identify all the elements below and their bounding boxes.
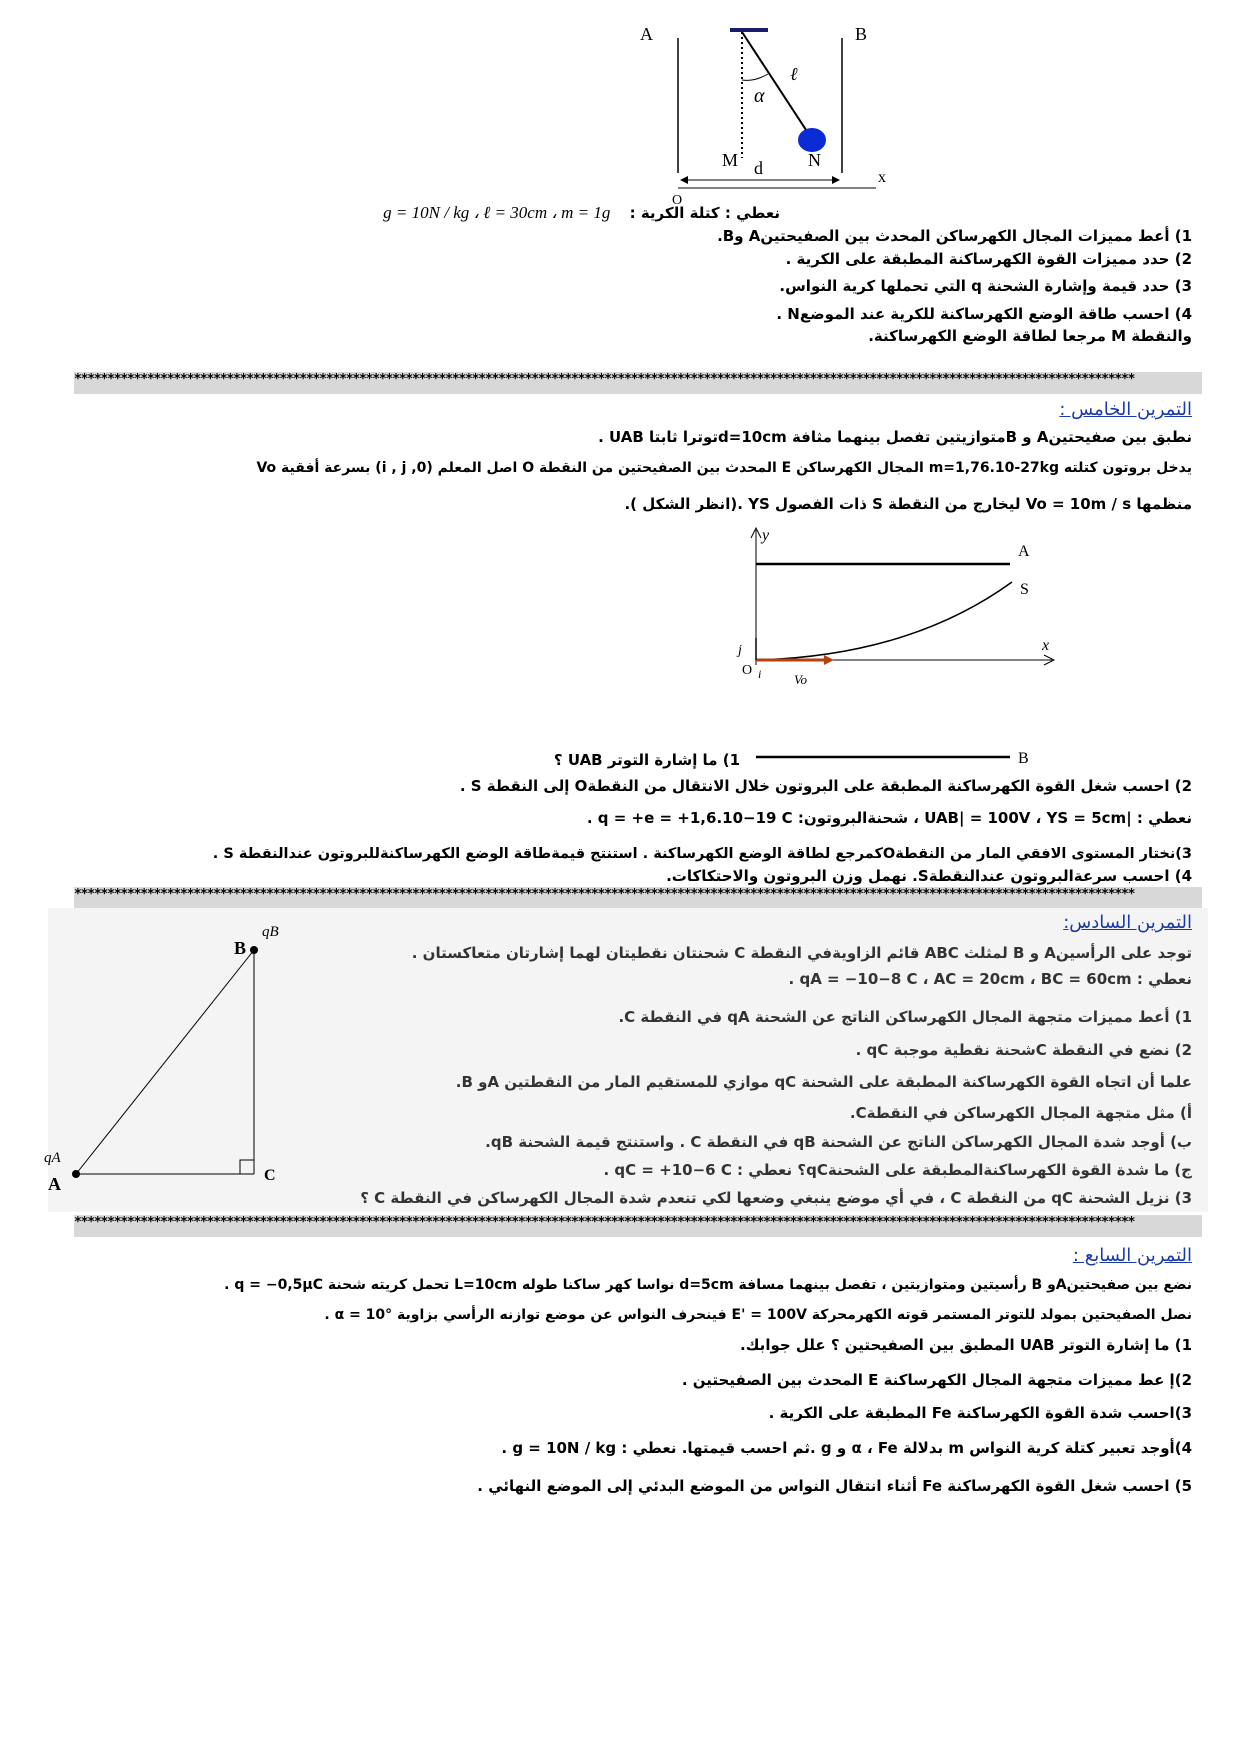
ex5-question-2: 2) احسب شغل القوة الكهرساكنة المطبقة على البروتون خلال الانتقال من النقطةO إلى النقطة S . <box>459 777 1192 795</box>
ex6-given: نعطي : qA = −10−8 C ، AC = 20cm ، BC = 60cm . <box>788 970 1192 988</box>
hypotenuse-ab <box>76 950 254 1174</box>
plate-a-label: A <box>1018 543 1030 560</box>
ex5-given: نعطي : |UAB| = 100V ، YS = 5cm ، شحنةالبروتون: q = +e = +1,6.10−19 C . <box>586 809 1192 827</box>
ex6-question-1: 1) أعط مميزات متجهة المجال الكهرساكن الناتج عن الشحنة qA في النقطة C. <box>618 1008 1192 1026</box>
ex6-question-2c: أ) مثل متجهة المجال الكهرساكن في النقطةC. <box>849 1104 1192 1122</box>
origin-label: O <box>742 663 753 678</box>
separator-1: **************************************************************************************************************************************************************** <box>74 372 1202 394</box>
arrow-head-right <box>832 176 840 184</box>
separator-3: **************************************************************************************************************************************************************** <box>74 1215 1202 1237</box>
angle-arc <box>742 74 768 80</box>
plate-b-label: B <box>855 24 868 44</box>
arrow-head-left <box>680 176 688 184</box>
length-label: ℓ <box>790 64 798 84</box>
ex6-title: التمرين السادس: <box>1063 912 1192 933</box>
point-b <box>250 946 258 954</box>
y-axis-label: y <box>762 527 770 544</box>
ex7-title: التمرين السابع : <box>1072 1245 1192 1266</box>
ex7-question-1: 1) ما إشارة التوتر UAB المطبق بين الصفيحتين ؟ علل جوابك. <box>740 1336 1192 1354</box>
right-angle-mark <box>240 1160 254 1174</box>
point-a <box>72 1170 80 1178</box>
ex5-title: التمرين الخامس : <box>1059 399 1192 420</box>
ex4-question-4: 4) احسب طاقة الوضع الكهرساكنة للكرية عند الموضعN . <box>776 305 1192 323</box>
triangle-figure <box>40 910 340 1200</box>
ex5-question-4: 4) احسب سرعةالبروتون عندالنقطةS. نهمل وزن البروتون والاحتكاكات. <box>666 867 1192 885</box>
ex6-question-2d: ب) أوجد شدة المجال الكهرساكن الناتج عن الشحنة qB في النقطة C . واستنتج قيمة الشحنة qB. <box>485 1133 1192 1151</box>
trajectory <box>756 582 1012 660</box>
charge-qb-label: qB <box>262 924 279 940</box>
ex7-paragraph-1: نضع بين صفيحتينAو B رأسيتين ومتوازيتين ، تفصل بينهما مسافة d=5cm نواسا كهر ساكنا طوله L=10cm تحمل كريته شحنة q = −0,5μC . <box>224 1277 1192 1293</box>
position-m-label: M <box>722 150 739 170</box>
ex4-question-4b: والنقطة M مرجعا لطاقة الوضع الكهرساكنة. <box>868 327 1192 345</box>
ex6-paragraph-1: توجد على الرأسينA و B لمثلث ABC قائم الزاويةفي النقطة C شحنتان نقطيتان لهما إشارتان متعاكستان . <box>411 944 1192 962</box>
ex4-given-values: g = 10N / kg ، ℓ = 30cm ، m = 1g <box>383 203 611 222</box>
ex6-question-2e: ج) ما شدة القوة الكهرساكنةالمطبقة على الشحنةqC؟ نعطي : qC = +10−6 C . <box>603 1161 1192 1179</box>
alpha-label: α <box>754 85 765 107</box>
unit-j-label: j <box>738 643 742 658</box>
ex4-question-1: 1) أعط مميزات المجال الكهرساكن المحدث بين الصفيحتينA وB. <box>717 227 1192 245</box>
ex7-paragraph-2: نصل الصفيحتين بمولد للتوتر المستمر قوته الكهرمحركة E' = 100V فينحرف النواس عن موضع توازنه الرأسي بزاوية α = 10° . <box>324 1307 1192 1323</box>
charge-qa-label: qA <box>44 1150 61 1166</box>
ex6-question-2: 2) نضع في النقطة Cشحنة نقطية موجبة qC . <box>855 1041 1192 1059</box>
plate-b-label: B <box>1018 750 1029 767</box>
x-axis-label: x <box>1042 637 1050 654</box>
proton-figure <box>720 520 1080 770</box>
ex5-paragraph-2: يدخل بروتون كتلته m=1,76.10-27kg المجال الكهرساكن E المحدث بين الصفيحتين من النقطة O اصل المعلم (0, i , j) بسرعة أفقية Vo <box>256 460 1192 476</box>
vertex-b-label: B <box>234 938 247 958</box>
point-s-label: S <box>1020 581 1029 598</box>
position-n-label: N <box>808 150 821 170</box>
ex5-paragraph-3: منظمها Vo = 10m / s ليخارج من النقطة S ذات الفصول YS .(انظر الشكل ). <box>624 495 1192 513</box>
separator-2: **************************************************************************************************************************************************************** <box>74 887 1202 909</box>
ex4-question-2: 2) حدد مميزات القوة الكهرساكنة المطبقة على الكرية . <box>785 250 1192 268</box>
distance-d-label: d <box>754 158 763 178</box>
ex5-question-3: 3)نختار المستوى الافقي المار من النقطةOكمرجع لطاقة الوضع الكهرساكنة . استنتج قيمةطاقة الوضع الكهرساكنةللبروتون عندالنقطة S . <box>212 846 1192 862</box>
origin-label: O <box>672 193 683 208</box>
velocity-label: Vo <box>794 672 807 687</box>
pendulum-figure <box>640 8 910 208</box>
vertex-c-label: C <box>264 1167 276 1184</box>
unit-i-label: i <box>758 667 762 681</box>
ex7-question-4: 4)أوجد تعبير كتلة كرية النواس m بدلالة α ، Fe و g .ثم احسب قيمتها. نعطي : g = 10N / kg . <box>501 1439 1192 1457</box>
ex5-question-1: 1) ما إشارة التوتر UAB ؟ <box>553 751 740 769</box>
ex7-question-3: 3)احسب شدة القوة الكهرساكنة Fe المطبقة على الكرية . <box>768 1404 1192 1422</box>
ex4-given-label: نعطي : كتلة الكرية : <box>629 204 780 222</box>
ex4-given <box>383 203 780 223</box>
pendulum-ball <box>798 128 826 152</box>
ex6-question-3: 3) نزيل الشحنة qC من النقطة C ، في أي موضع ينبغي وضعها لكي تنعدم شدة المجال الكهرساكن في النقطة C ؟ <box>360 1189 1192 1207</box>
plate-a-label: A <box>640 24 653 44</box>
ex6-question-2b: علما أن اتجاه القوة الكهرساكنة المطبقة على الشحنة qC موازي للمستقيم المار من النقطتين Aو B. <box>455 1073 1192 1091</box>
ex7-question-5: 5) احسب شغل القوة الكهرساكنة Fe أثناء انتقال النواس من الموضع البدئي إلى الموضع النهائي . <box>477 1477 1192 1495</box>
ex5-paragraph-1: نطبق بين صفيحتينA و Bمتوازيتين تفصل بينهما مثافة d=10cmتوترا ثابتا UAB . <box>598 428 1192 446</box>
vertex-a-label: A <box>48 1174 61 1194</box>
x-axis-label: x <box>878 169 886 186</box>
ex7-question-2: 2)إ عط مميزات متجهة المجال الكهرساكنة E المحدث بين الصفيحتين . <box>681 1371 1192 1389</box>
ex4-question-3: 3) حدد قيمة وإشارة الشحنة q التي تحملها كرية النواس. <box>779 277 1192 295</box>
pendulum-string <box>742 32 810 136</box>
velocity-arrow <box>824 655 834 665</box>
